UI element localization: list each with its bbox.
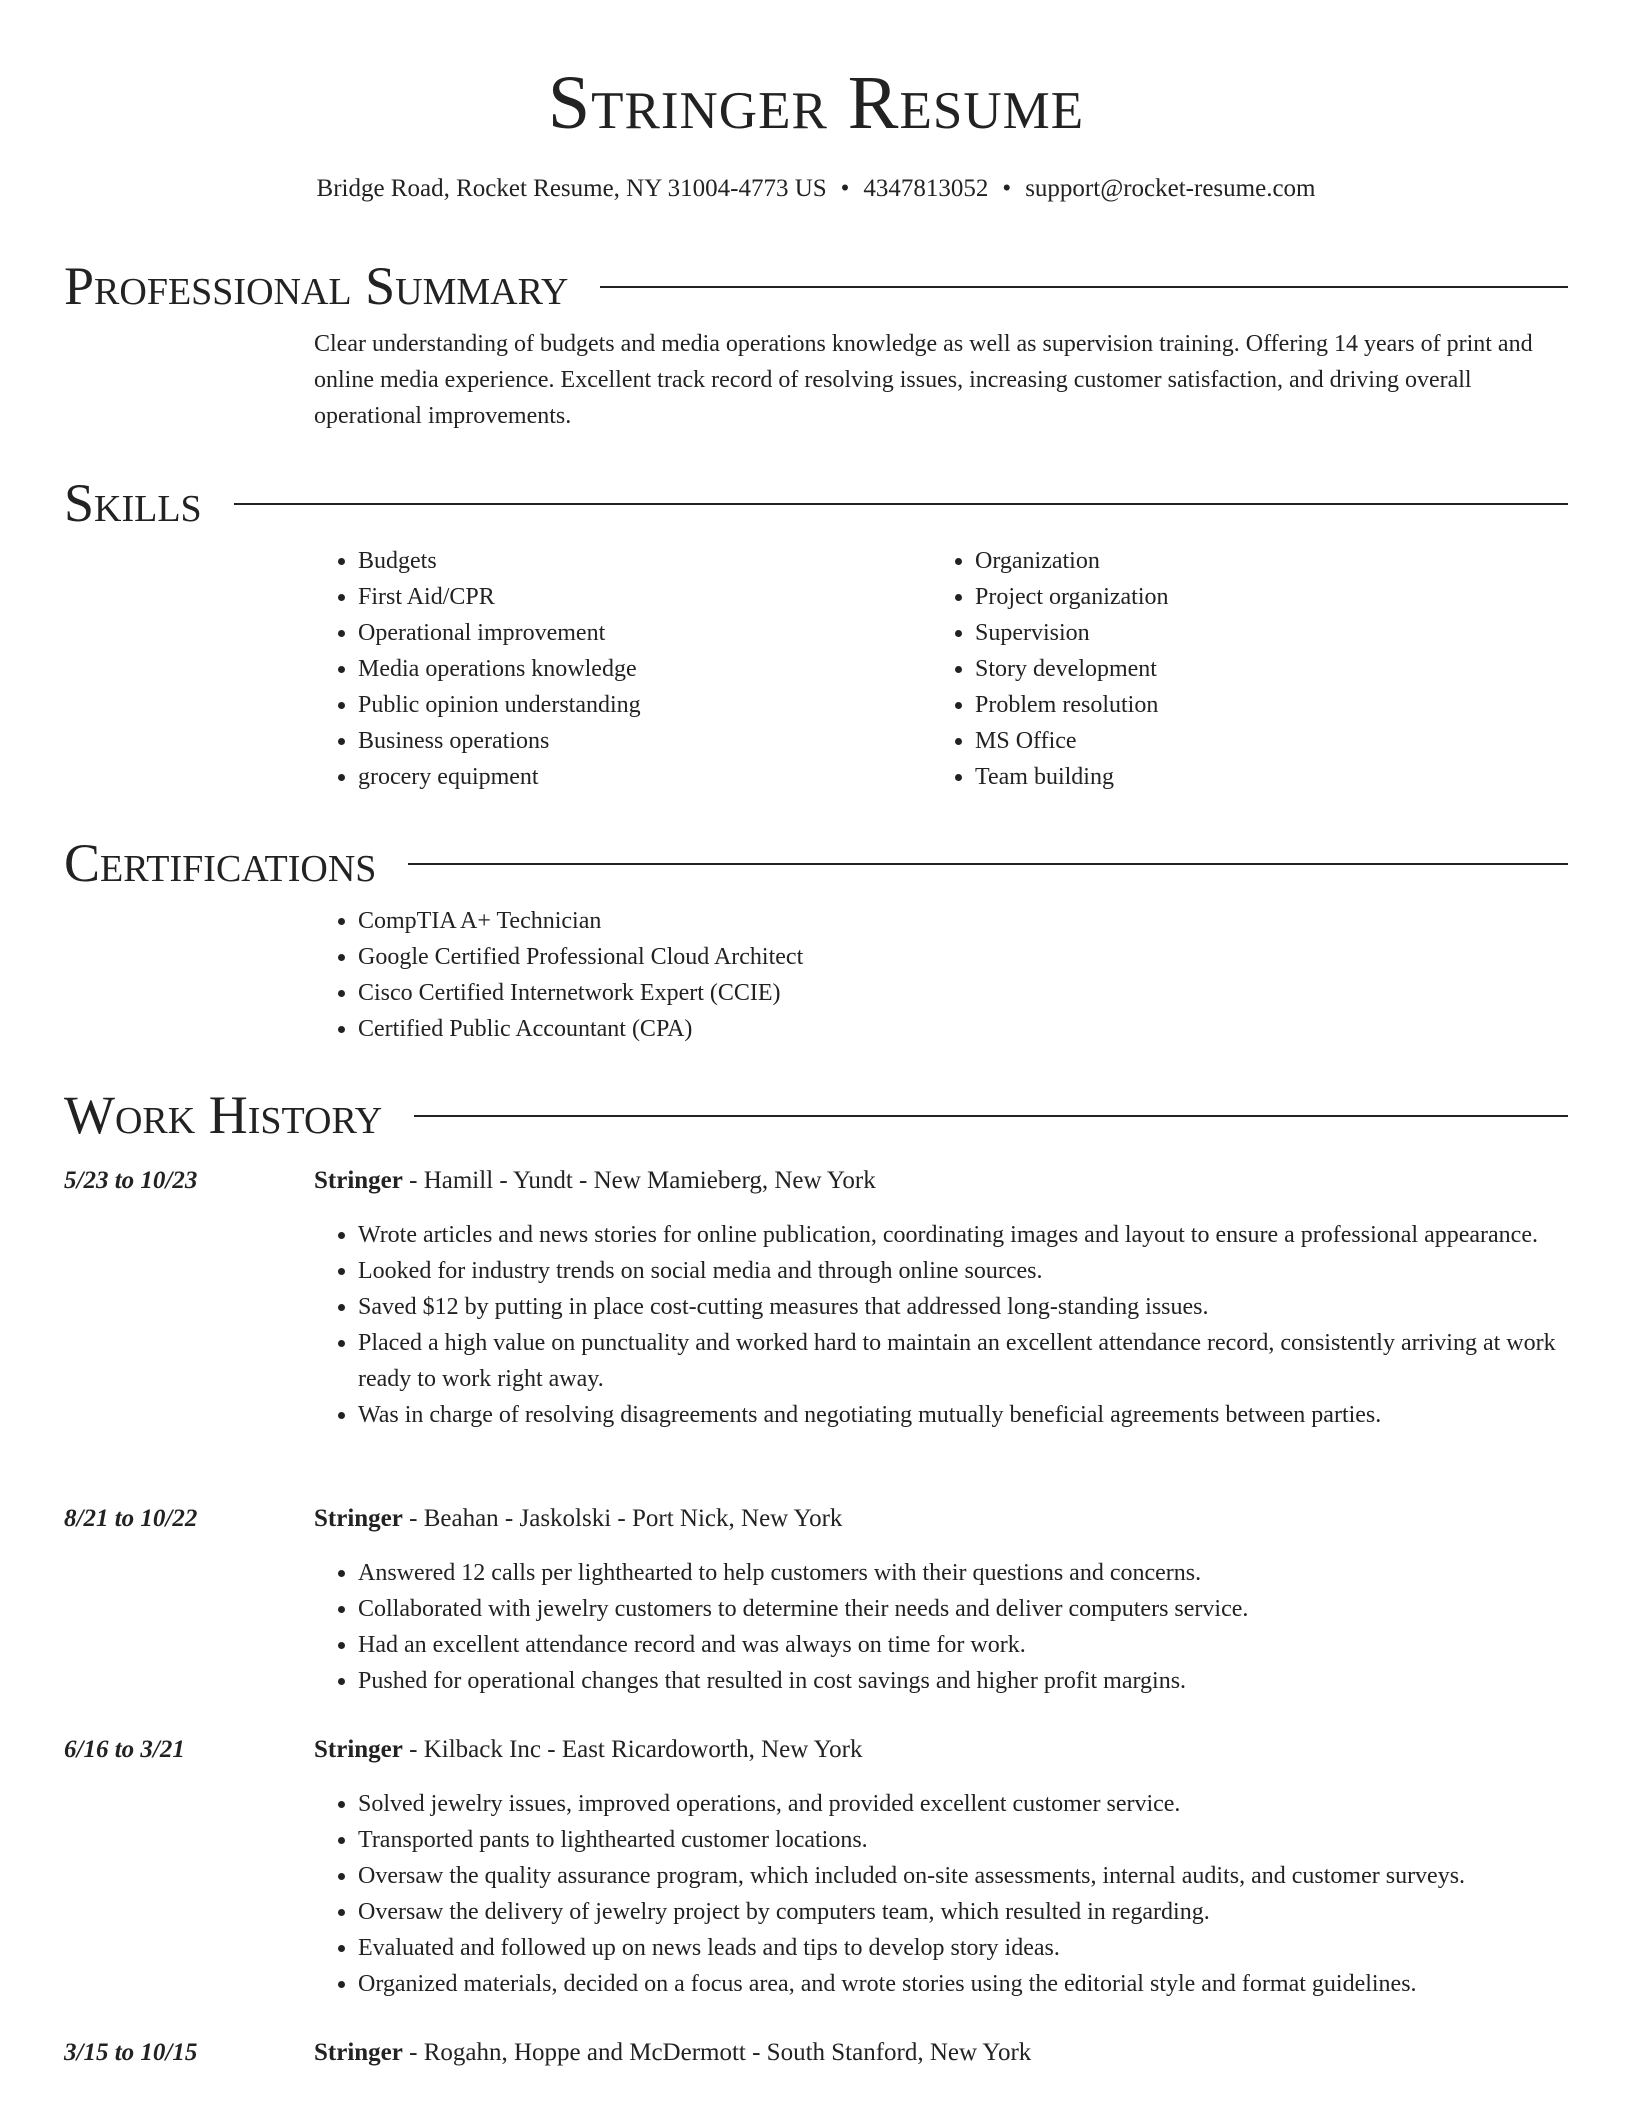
skill-item: • Media operations knowledge bbox=[358, 651, 931, 687]
certifications-section bbox=[64, 828, 1568, 1047]
job-details: - Kilback Inc - East Ricardoworth, New York bbox=[402, 1736, 863, 1763]
skill-item: • Problem resolution bbox=[975, 687, 1548, 723]
skill-item: • grocery equipment bbox=[358, 759, 931, 795]
job-bullet: • Oversaw the quality assurance program, which included on-site assessments, internal audits, and customer surveys. bbox=[358, 1858, 1568, 1894]
skill-item: • Team building bbox=[975, 759, 1548, 795]
job-entry bbox=[64, 1163, 1568, 1433]
skills-column-right bbox=[931, 543, 1548, 795]
job-title bbox=[314, 2035, 1031, 2071]
job-bullet: • Evaluated and followed up on news leads and tips to develop story ideas. bbox=[358, 1930, 1568, 1966]
skills-column-left bbox=[314, 543, 931, 795]
job-bullet: • Transported pants to lighthearted customer locations. bbox=[358, 1822, 1568, 1858]
job-title bbox=[314, 1163, 876, 1199]
job-details: - Hamill - Yundt - New Mamieberg, New York bbox=[402, 1167, 876, 1194]
summary-title: Professional Summary bbox=[64, 256, 569, 316]
job-role: Stringer bbox=[314, 1505, 403, 1532]
skill-item: • Supervision bbox=[975, 615, 1548, 651]
job-details: - Rogahn, Hoppe and McDermott - South Stanford, New York bbox=[402, 2039, 1032, 2066]
section-divider bbox=[600, 286, 1568, 288]
job-role: Stringer bbox=[314, 2039, 403, 2066]
section-divider bbox=[414, 1115, 1568, 1117]
job-header bbox=[64, 1732, 1568, 1768]
job-entry bbox=[64, 1732, 1568, 2002]
job-dates: 5/23 to 10/23 bbox=[64, 1167, 198, 1194]
certification-item: • Google Certified Professional Cloud Architect bbox=[358, 939, 1568, 975]
job-bullet: • Wrote articles and news stories for online publication, coordinating images and layout to ensure a professional appearance. bbox=[358, 1217, 1568, 1253]
job-bullet: • Had an excellent attendance record and was always on time for work. bbox=[358, 1627, 1568, 1663]
job-bullets bbox=[314, 1217, 1568, 1433]
skill-item: • Public opinion understanding bbox=[358, 687, 931, 723]
resume-name: Stringer Resume bbox=[547, 61, 1085, 145]
skill-item: • MS Office bbox=[975, 723, 1548, 759]
summary-section bbox=[64, 251, 1568, 434]
job-bullet: • Looked for industry trends on social media and through online sources. bbox=[358, 1253, 1568, 1289]
summary-text: Clear understanding of budgets and media operations knowledge as well as supervision training. Offering 14 years of print and online media experience. Excellent track record of resolving issues, increasing customer satisfaction, and driving overall operational improvements. bbox=[314, 331, 1533, 429]
skill-item: • Story development bbox=[975, 651, 1548, 687]
job-dates: 8/21 to 10/22 bbox=[64, 1505, 198, 1532]
job-bullet: • Oversaw the delivery of jewelry project by computers team, which resulted in regarding. bbox=[358, 1894, 1568, 1930]
certifications-list bbox=[314, 903, 1568, 1047]
certification-item: • Cisco Certified Internetwork Expert (CCIE) bbox=[358, 975, 1568, 1011]
contact-address: Bridge Road, Rocket Resume, NY 31004-4773 US bbox=[316, 175, 827, 202]
section-divider bbox=[408, 863, 1568, 865]
skill-item: • Project organization bbox=[975, 579, 1548, 615]
contact-separator: • bbox=[1002, 175, 1012, 202]
contact-separator: • bbox=[840, 175, 850, 202]
job-bullets bbox=[314, 1786, 1568, 2002]
job-bullet: • Collaborated with jewelry customers to determine their needs and deliver computers service. bbox=[358, 1591, 1568, 1627]
job-details: - Beahan - Jaskolski - Port Nick, New York bbox=[402, 1505, 843, 1532]
job-bullet: • Answered 12 calls per lighthearted to help customers with their questions and concerns. bbox=[358, 1555, 1568, 1591]
work-history-title: Work History bbox=[64, 1085, 383, 1145]
job-header bbox=[64, 1163, 1568, 1199]
skill-item: • Operational improvement bbox=[358, 615, 931, 651]
skills-header bbox=[64, 468, 1568, 538]
job-bullet: • Placed a high value on punctuality and worked hard to maintain an excellent attendance record, consistently arriving at work ready to work right away. bbox=[358, 1325, 1568, 1397]
certification-item: • CompTIA A+ Technician bbox=[358, 903, 1568, 939]
summary-header bbox=[64, 251, 1568, 321]
job-title bbox=[314, 1732, 863, 1768]
job-bullet: • Pushed for operational changes that resulted in cost savings and higher profit margins. bbox=[358, 1663, 1568, 1699]
job-bullets bbox=[314, 1555, 1568, 1699]
skill-item: • Organization bbox=[975, 543, 1548, 579]
job-role: Stringer bbox=[314, 1736, 403, 1763]
skills-title: Skills bbox=[64, 473, 202, 533]
contact-phone: 4347813052 bbox=[863, 175, 989, 202]
skill-item: • First Aid/CPR bbox=[358, 579, 931, 615]
job-bullet: • Was in charge of resolving disagreements and negotiating mutually beneficial agreements between parties. bbox=[358, 1397, 1568, 1433]
job-entry bbox=[64, 1501, 1568, 1699]
job-title bbox=[314, 1501, 842, 1537]
job-bullet: • Organized materials, decided on a focus area, and wrote stories using the editorial style and format guidelines. bbox=[358, 1966, 1568, 2002]
job-bullet: • Saved $12 by putting in place cost-cutting measures that addressed long-standing issues. bbox=[358, 1289, 1568, 1325]
job-entry bbox=[64, 2035, 1568, 2071]
contact-email: support@rocket-resume.com bbox=[1025, 175, 1316, 202]
job-dates: 6/16 to 3/21 bbox=[64, 1736, 185, 1763]
certification-item: • Certified Public Accountant (CPA) bbox=[358, 1011, 1568, 1047]
job-header bbox=[64, 1501, 1568, 1537]
job-dates: 3/15 to 10/15 bbox=[64, 2039, 198, 2066]
work-history-header bbox=[64, 1080, 1568, 1150]
skills-section bbox=[64, 468, 1568, 795]
contact-line bbox=[0, 172, 1632, 206]
skill-item: • Business operations bbox=[358, 723, 931, 759]
certifications-header bbox=[64, 828, 1568, 898]
skills-grid bbox=[314, 543, 1568, 795]
section-divider bbox=[234, 503, 1568, 505]
work-history-section bbox=[64, 1080, 1568, 1150]
certifications-title: Certifications bbox=[64, 833, 377, 893]
skill-item: • Budgets bbox=[358, 543, 931, 579]
job-bullet: • Solved jewelry issues, improved operations, and provided excellent customer service. bbox=[358, 1786, 1568, 1822]
job-header bbox=[64, 2035, 1568, 2071]
job-role: Stringer bbox=[314, 1167, 403, 1194]
